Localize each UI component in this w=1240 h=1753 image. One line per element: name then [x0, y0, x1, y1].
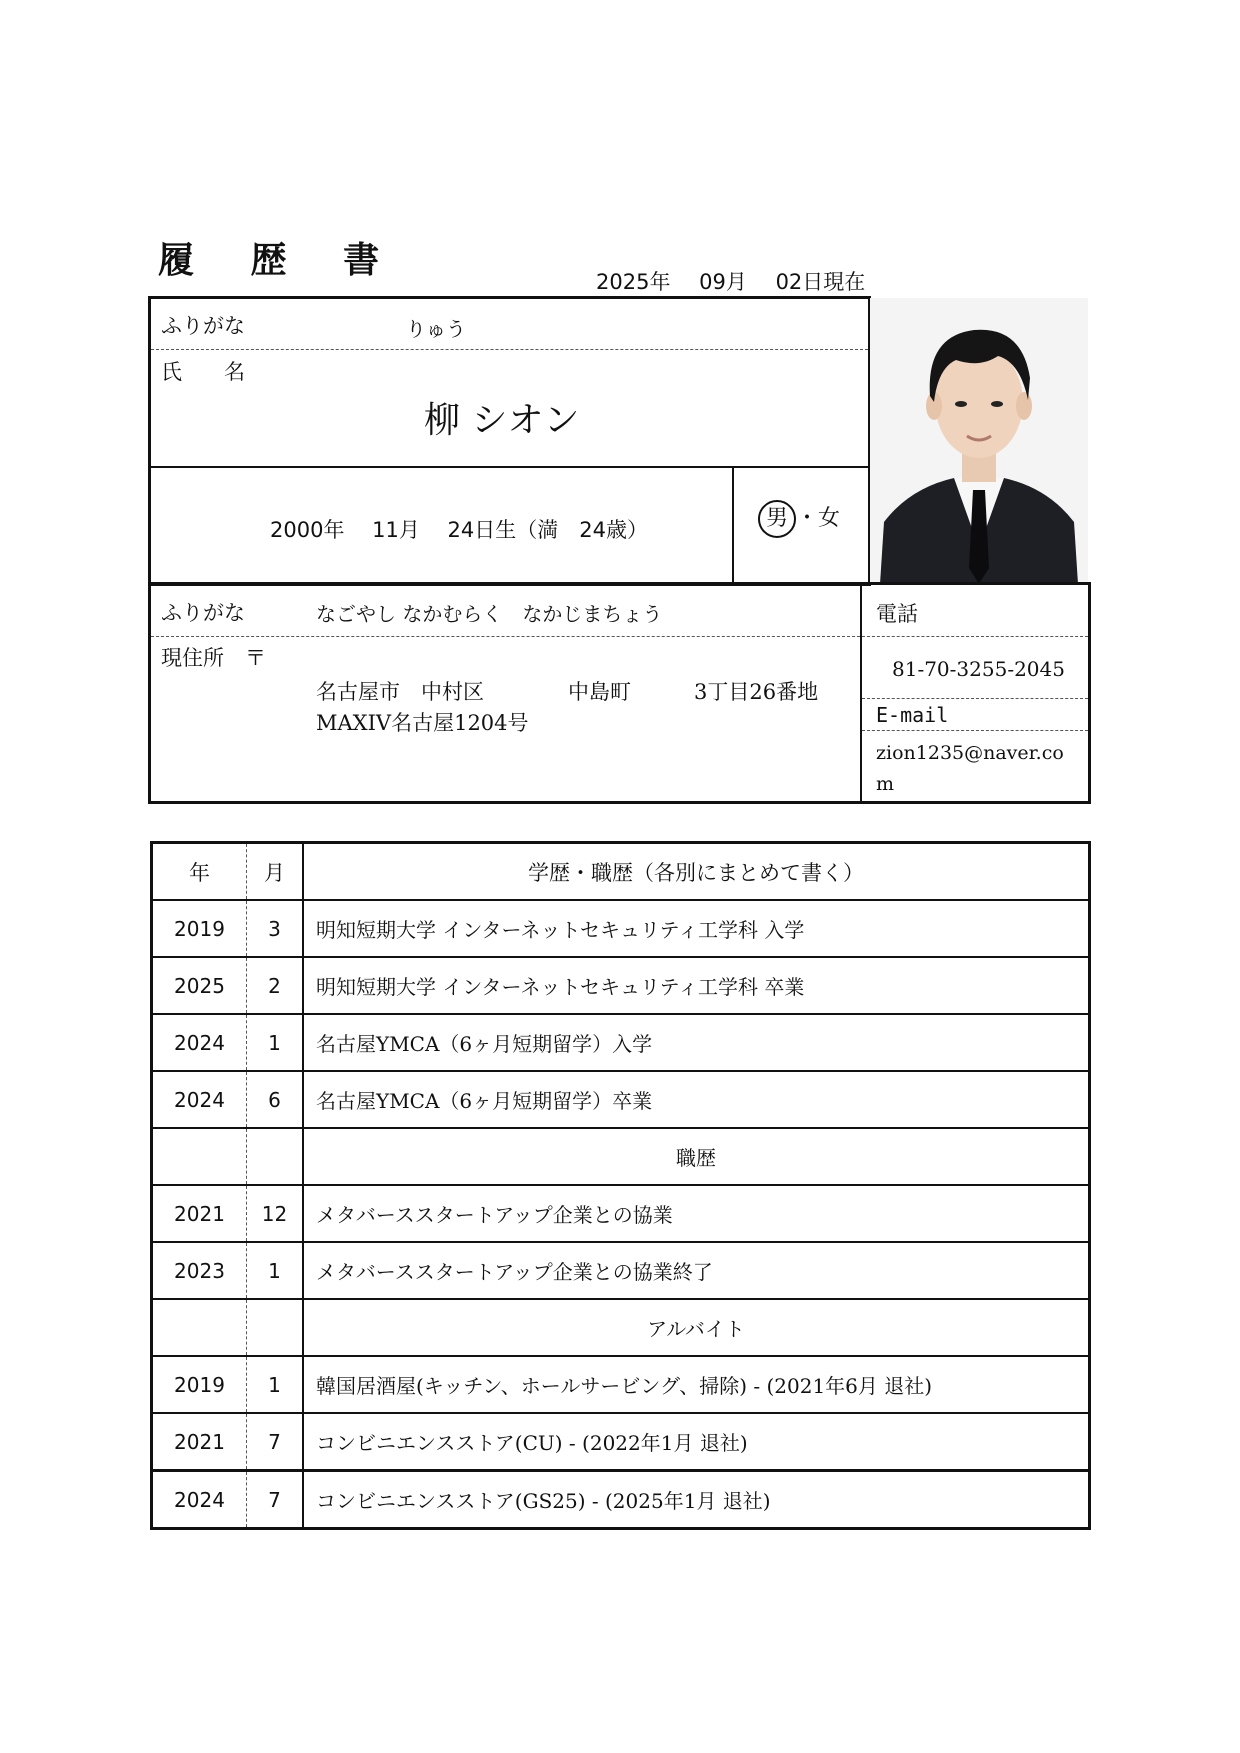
row-month — [247, 1128, 304, 1185]
phone-label: 電話 — [876, 602, 918, 626]
header-year: 年 — [152, 843, 247, 901]
row-content: 韓国居酒屋(キッチン、ホールサービング、掃除) - (2021年6月 退社) — [303, 1356, 1090, 1413]
address-line1: 名古屋市 中村区 中島町 3丁目26番地 — [316, 680, 819, 704]
birth-date: 2000年 11月 24日生（満 24歳） — [270, 518, 648, 542]
person-photo-icon — [870, 298, 1088, 584]
table-row — [152, 1413, 1090, 1471]
date-year: 2025年 — [596, 270, 671, 294]
row-content: 名古屋YMCA（6ヶ月短期留学）卒業 — [303, 1071, 1090, 1128]
row-month: 6 — [247, 1071, 304, 1128]
table-row — [152, 1242, 1090, 1299]
gender-field — [758, 500, 840, 538]
row-year: 2024 — [152, 1071, 247, 1128]
furigana-name: りゅう — [406, 317, 466, 341]
table-row — [152, 957, 1090, 1014]
document-date — [596, 266, 879, 296]
header-content: 学歴・職歴（各別にまとめて書く） — [303, 843, 1090, 901]
row-content: メタバーススタートアップ企業との協業終了 — [303, 1242, 1090, 1299]
row-year: 2024 — [152, 1014, 247, 1071]
address-line2: MAXIV名古屋1204号 — [316, 711, 529, 735]
address-label: 現住所 〒 — [161, 646, 266, 670]
row-month: 7 — [247, 1471, 304, 1529]
row-month: 7 — [247, 1413, 304, 1471]
address-furigana-label: ふりがな — [161, 601, 245, 625]
phone-number: 81-70-3255-2045 — [892, 657, 1065, 681]
email-label: E-mail — [876, 703, 949, 727]
row-month — [247, 1299, 304, 1356]
document-title: 履 歴 書 — [158, 240, 402, 281]
row-content: 明知短期大学 インターネットセキュリティ工学科 入学 — [303, 900, 1090, 957]
gender-female: 女 — [818, 506, 841, 531]
table-row — [152, 1185, 1090, 1242]
row-month: 3 — [247, 900, 304, 957]
row-year — [152, 1299, 247, 1356]
name-label: 氏 名 — [161, 360, 245, 384]
table-row — [152, 1356, 1090, 1413]
row-content: コンビニエンスストア(CU) - (2022年1月 退社) — [303, 1413, 1090, 1471]
row-month: 1 — [247, 1242, 304, 1299]
row-content: 名古屋YMCA（6ヶ月短期留学）入学 — [303, 1014, 1090, 1071]
row-year: 2019 — [152, 1356, 247, 1413]
row-month: 1 — [247, 1014, 304, 1071]
row-year: 2023 — [152, 1242, 247, 1299]
full-name: 柳 シオン — [424, 400, 580, 441]
id-photo — [870, 298, 1088, 584]
furigana-label: ふりがな — [161, 314, 245, 338]
section-heading: 職歴 — [303, 1128, 1090, 1185]
email-line2: m — [876, 773, 895, 795]
table-row — [152, 1128, 1090, 1185]
row-content: メタバーススタートアップ企業との協業 — [303, 1185, 1090, 1242]
row-year: 2024 — [152, 1471, 247, 1529]
row-year: 2019 — [152, 900, 247, 957]
row-year: 2021 — [152, 1185, 247, 1242]
header-month: 月 — [247, 843, 304, 901]
row-year: 2025 — [152, 957, 247, 1014]
table-row — [152, 1471, 1090, 1529]
date-month: 09月 — [699, 270, 747, 294]
table-row — [152, 1014, 1090, 1071]
table-row — [152, 900, 1090, 957]
date-day: 02日現在 — [775, 270, 866, 294]
row-month: 12 — [247, 1185, 304, 1242]
gender-separator: ・ — [796, 506, 819, 531]
table-row — [152, 1299, 1090, 1356]
history-table — [150, 841, 1091, 1530]
email-line1: zion1235@naver.co — [876, 742, 1064, 764]
section-heading: アルバイト — [303, 1299, 1090, 1356]
table-header-row — [152, 843, 1090, 901]
row-month: 2 — [247, 957, 304, 1014]
row-content: 明知短期大学 インターネットセキュリティ工学科 卒業 — [303, 957, 1090, 1014]
row-year — [152, 1128, 247, 1185]
row-year: 2021 — [152, 1413, 247, 1471]
row-content: コンビニエンスストア(GS25) - (2025年1月 退社) — [303, 1471, 1090, 1529]
table-row — [152, 1071, 1090, 1128]
address-furigana: なごやし なかむらく なかじまちょう — [316, 602, 663, 626]
row-month: 1 — [247, 1356, 304, 1413]
gender-male: 男 — [758, 500, 796, 538]
